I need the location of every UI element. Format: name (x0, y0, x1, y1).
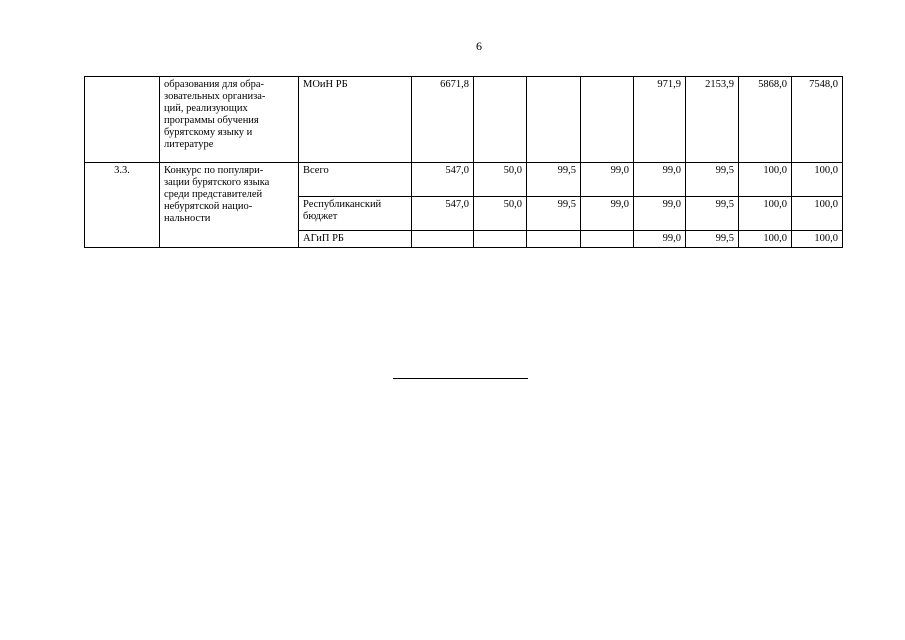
value-cell: 5868,0 (739, 77, 792, 163)
value-cell (581, 77, 634, 163)
measure-name-cell: образования для обра- зовательных организа- ций, реализующих программы обучения бурятскому языку и литературе (160, 77, 299, 163)
value-cell (527, 77, 581, 163)
funding-source-cell: МОиН РБ (299, 77, 412, 163)
table-row (85, 163, 843, 197)
value-cell: 99,0 (634, 197, 686, 231)
value-cell: 50,0 (474, 163, 527, 197)
value-cell: 100,0 (792, 231, 843, 248)
end-separator-line (393, 378, 528, 379)
page-number: 6 (476, 39, 482, 53)
value-cell (474, 231, 527, 248)
value-cell: 99,0 (581, 197, 634, 231)
value-cell: 99,0 (634, 231, 686, 248)
value-cell (527, 231, 581, 248)
value-cell: 100,0 (739, 231, 792, 248)
value-cell (412, 231, 474, 248)
value-cell: 6671,8 (412, 77, 474, 163)
value-cell: 50,0 (474, 197, 527, 231)
value-cell: 99,0 (634, 163, 686, 197)
value-cell (474, 77, 527, 163)
value-cell: 100,0 (792, 197, 843, 231)
value-cell: 100,0 (739, 163, 792, 197)
funding-source-cell: Всего (299, 163, 412, 197)
value-cell: 99,5 (527, 163, 581, 197)
value-cell: 100,0 (739, 197, 792, 231)
value-cell: 547,0 (412, 197, 474, 231)
funding-source-cell: Республиканский бюджет (299, 197, 412, 231)
measure-name-cell: Конкурс по популяри- зации бурятского языка среди представителей небурятской нацио- нальности (160, 163, 299, 248)
value-cell: 99,5 (686, 197, 739, 231)
value-cell (581, 231, 634, 248)
value-cell: 971,9 (634, 77, 686, 163)
value-cell: 99,5 (686, 163, 739, 197)
value-cell: 547,0 (412, 163, 474, 197)
value-cell: 7548,0 (792, 77, 843, 163)
value-cell: 100,0 (792, 163, 843, 197)
budget-table (84, 76, 843, 248)
funding-source-cell: АГиП РБ (299, 231, 412, 248)
row-number-cell (85, 77, 160, 163)
table-row (85, 77, 843, 163)
value-cell: 99,5 (686, 231, 739, 248)
value-cell: 2153,9 (686, 77, 739, 163)
row-number-cell: 3.3. (85, 163, 160, 248)
value-cell: 99,5 (527, 197, 581, 231)
value-cell: 99,0 (581, 163, 634, 197)
